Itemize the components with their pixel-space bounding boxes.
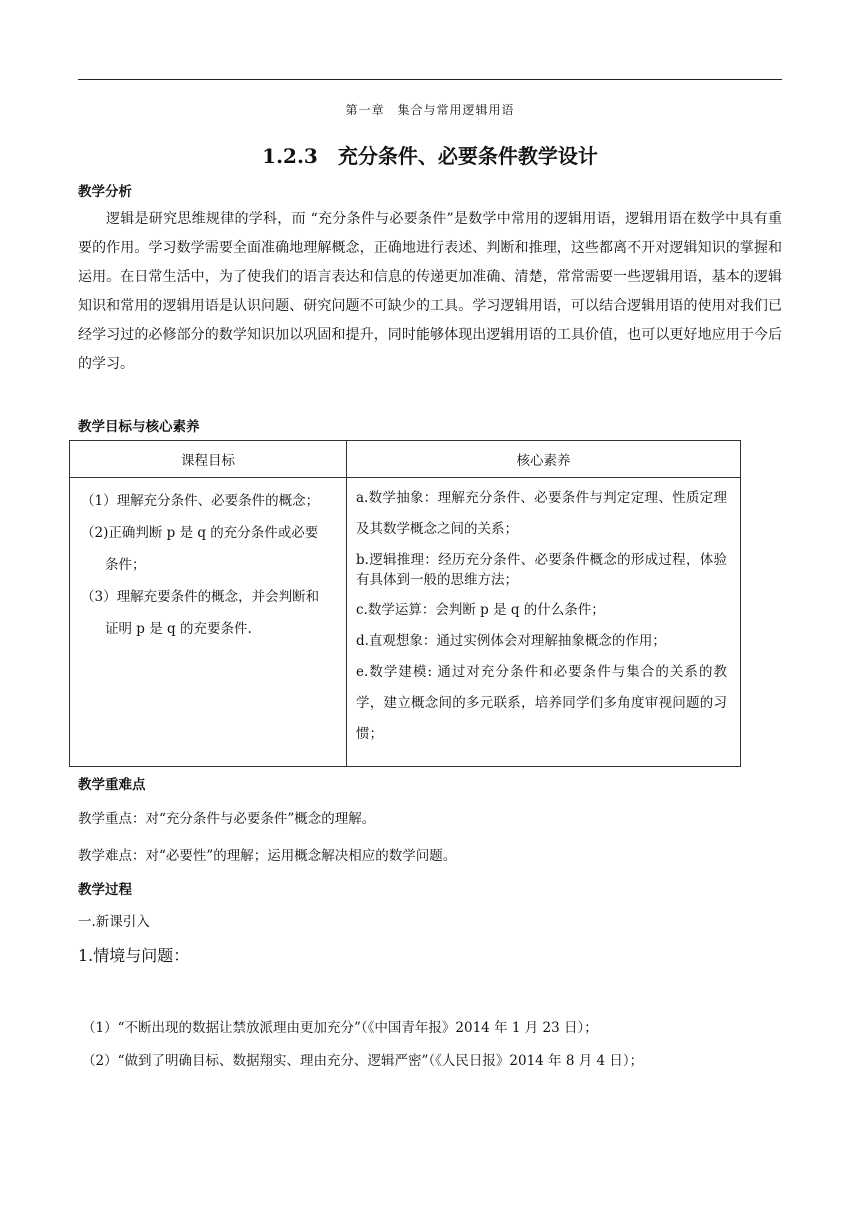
chapter-header: 第一章 集合与常用逻辑用语 [345,103,515,117]
section-heading-goals: 教学目标与核心素养 [78,419,200,435]
quote-item: （1）“不断出现的数据让禁放派理由更加充分”（《中国青年报》2014 年 1 月 23 日）； [82,1020,598,1036]
core-literacy-item: b.逻辑推理：经历充分条件、必要条件概念的形成过程，体验有具体到一般的思维方法； [356,552,727,588]
course-goal-item: （1）理解充分条件、必要条件的概念； [81,493,320,509]
course-goal-item: （2)正确判断 p 是 q 的充分条件或必要 条件； [81,525,319,573]
goals-table [69,440,741,767]
column-header-course-goals: 课程目标 [70,441,347,478]
section-heading-process: 教学过程 [78,882,132,898]
column-header-core-literacy: 核心素养 [347,441,741,478]
analysis-paragraph: 逻辑是研究思维规律的学科，而 “充分条件与必要条件”是数学中常用的逻辑用语，逻辑用语在数学中具有重要的作用。学习数学需要全面准确地理解概念，正确地进行表述、判断和推理，这些都离不开对逻辑知识的掌握和运用。在日常生活中，为了使我们的语言表达和信息的传递更加准确、清楚，常常需要一些逻辑用语，基本的逻辑知识和常用的逻辑用语是认识问题、研究问题不可缺少的工具。学习逻辑用语，可以结合逻辑用语的使用对我们已经学习过的必修部分的数学知识加以巩固和提升，同时能够体现出逻辑用语的工具价值，也可以更好地应用于今后的学习。 [78,211,782,372]
key-point-text: 教学重点：对“充分条件与必要条件”概念的理解。 [78,811,376,827]
difficult-point-text: 教学难点：对“必要性”的理解；运用概念解决相应的数学问题。 [78,848,457,864]
header-rule [78,79,782,80]
core-literacy-item: c.数学运算：会判断 p 是 q 的什么条件； [356,602,605,618]
document-title: 1.2.3 充分条件、必要条件教学设计 [262,144,598,168]
core-literacy-item: e.数学建模: 通过对充分条件和必要条件与集合的关系的教学，建立概念间的多元联系，培养同学们多角度审视问题的习惯； [356,664,727,742]
process-subsection-title: 1.情境与问题： [78,946,190,965]
course-goal-item: （3）理解充要条件的概念，并会判断和 证明 p 是 q 的充要条件. [81,589,320,637]
process-section-title: 一.新课引入 [78,914,150,930]
quote-item: （2）“做到了明确目标、数据翔实、理由充分、逻辑严密”（《人民日报》2014 年 8 月 4 日）； [82,1053,644,1069]
section-heading-difficulties: 教学重难点 [78,777,146,793]
core-literacy-cell [347,478,741,767]
core-literacy-item: a.数学抽象：理解充分条件、必要条件与判定定理、性质定理及其数学概念之间的关系； [356,490,727,537]
course-goals-cell [70,478,347,767]
core-literacy-item: d.直观想象：通过实例体会对理解抽象概念的作用； [356,633,666,649]
section-heading-analysis: 教学分析 [78,184,132,200]
